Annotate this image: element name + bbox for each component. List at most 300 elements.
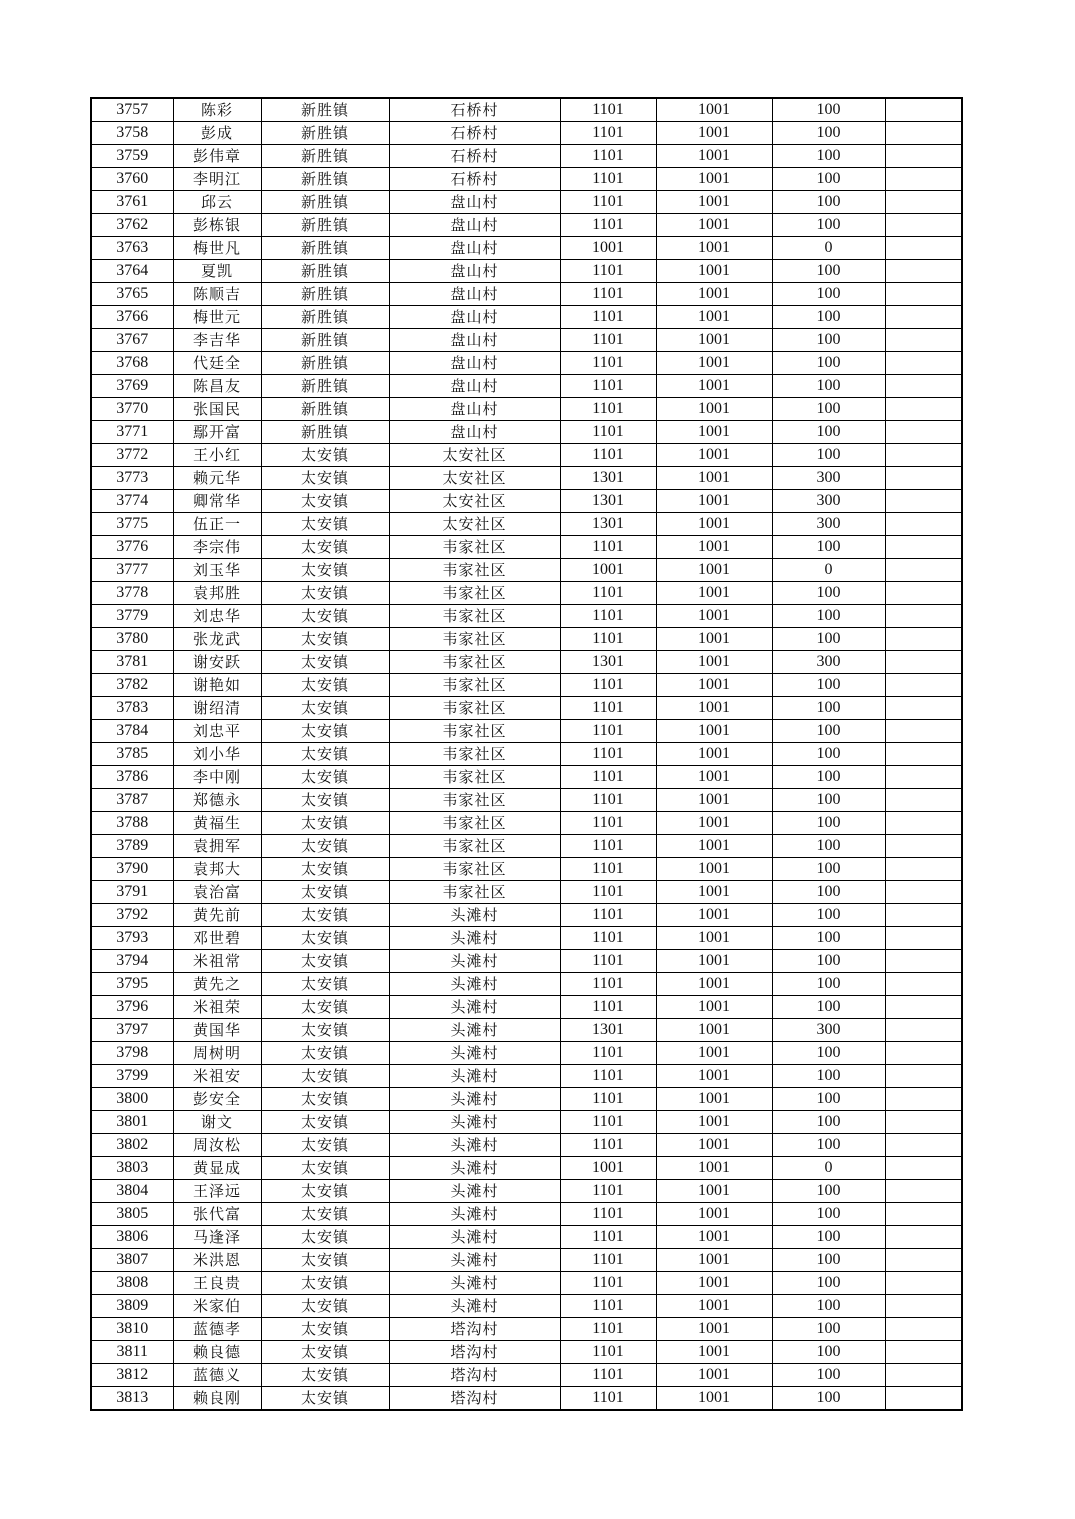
- row-index-cell: 3782: [91, 674, 173, 697]
- name-cell: 邱云: [173, 191, 261, 214]
- code-b-cell: 1001: [656, 490, 772, 513]
- town-cell: 太安镇: [261, 766, 389, 789]
- row-index-cell: 3761: [91, 191, 173, 214]
- village-cell: 盘山村: [389, 214, 560, 237]
- table-row: [91, 1111, 962, 1134]
- table-row: [91, 1157, 962, 1180]
- name-cell: 邓世碧: [173, 927, 261, 950]
- row-index-cell: 3778: [91, 582, 173, 605]
- name-cell: 王良贵: [173, 1272, 261, 1295]
- code-b-cell: 1001: [656, 283, 772, 306]
- row-index-cell: 3758: [91, 122, 173, 145]
- remark-cell: [885, 697, 962, 720]
- amount-cell: 300: [772, 467, 885, 490]
- town-cell: 太安镇: [261, 1295, 389, 1318]
- row-index-cell: 3771: [91, 421, 173, 444]
- name-cell: 蓝德义: [173, 1364, 261, 1387]
- town-cell: 太安镇: [261, 950, 389, 973]
- amount-cell: 100: [772, 191, 885, 214]
- name-cell: 赖良德: [173, 1341, 261, 1364]
- table-row: [91, 260, 962, 283]
- row-index-cell: 3811: [91, 1341, 173, 1364]
- table-row: [91, 904, 962, 927]
- table-row: [91, 743, 962, 766]
- name-cell: 彭伟章: [173, 145, 261, 168]
- remark-cell: [885, 996, 962, 1019]
- town-cell: 新胜镇: [261, 237, 389, 260]
- code-a-cell: 1101: [560, 1042, 656, 1065]
- row-index-cell: 3795: [91, 973, 173, 996]
- village-cell: 头滩村: [389, 1203, 560, 1226]
- name-cell: 袁拥军: [173, 835, 261, 858]
- amount-cell: 100: [772, 1341, 885, 1364]
- name-cell: 刘小华: [173, 743, 261, 766]
- table-row: [91, 1341, 962, 1364]
- town-cell: 太安镇: [261, 651, 389, 674]
- village-cell: 韦家社区: [389, 674, 560, 697]
- village-cell: 头滩村: [389, 1019, 560, 1042]
- name-cell: 黄先之: [173, 973, 261, 996]
- row-index-cell: 3807: [91, 1249, 173, 1272]
- village-cell: 韦家社区: [389, 720, 560, 743]
- amount-cell: 100: [772, 214, 885, 237]
- table-row: [91, 1065, 962, 1088]
- code-a-cell: 1101: [560, 375, 656, 398]
- amount-cell: 100: [772, 881, 885, 904]
- row-index-cell: 3801: [91, 1111, 173, 1134]
- remark-cell: [885, 559, 962, 582]
- code-b-cell: 1001: [656, 904, 772, 927]
- row-index-cell: 3788: [91, 812, 173, 835]
- code-a-cell: 1101: [560, 444, 656, 467]
- name-cell: 米洪恩: [173, 1249, 261, 1272]
- row-index-cell: 3766: [91, 306, 173, 329]
- row-index-cell: 3796: [91, 996, 173, 1019]
- code-a-cell: 1301: [560, 651, 656, 674]
- amount-cell: 100: [772, 996, 885, 1019]
- code-a-cell: 1101: [560, 766, 656, 789]
- town-cell: 太安镇: [261, 904, 389, 927]
- town-cell: 太安镇: [261, 1065, 389, 1088]
- village-cell: 塔沟村: [389, 1341, 560, 1364]
- town-cell: 太安镇: [261, 881, 389, 904]
- town-cell: 太安镇: [261, 1387, 389, 1411]
- village-cell: 头滩村: [389, 1295, 560, 1318]
- town-cell: 太安镇: [261, 1134, 389, 1157]
- table-row: [91, 1134, 962, 1157]
- row-index-cell: 3775: [91, 513, 173, 536]
- row-index-cell: 3774: [91, 490, 173, 513]
- name-cell: 谢绍清: [173, 697, 261, 720]
- table-row: [91, 950, 962, 973]
- village-cell: 韦家社区: [389, 536, 560, 559]
- remark-cell: [885, 973, 962, 996]
- remark-cell: [885, 467, 962, 490]
- village-cell: 石桥村: [389, 145, 560, 168]
- code-b-cell: 1001: [656, 444, 772, 467]
- code-b-cell: 1001: [656, 1226, 772, 1249]
- row-index-cell: 3787: [91, 789, 173, 812]
- remark-cell: [885, 145, 962, 168]
- name-cell: 米家伯: [173, 1295, 261, 1318]
- code-b-cell: 1001: [656, 927, 772, 950]
- amount-cell: 100: [772, 835, 885, 858]
- amount-cell: 100: [772, 98, 885, 122]
- code-a-cell: 1101: [560, 720, 656, 743]
- table-row: [91, 1088, 962, 1111]
- remark-cell: [885, 1318, 962, 1341]
- village-cell: 盘山村: [389, 398, 560, 421]
- town-cell: 新胜镇: [261, 306, 389, 329]
- name-cell: 彭成: [173, 122, 261, 145]
- code-b-cell: 1001: [656, 122, 772, 145]
- table-row: [91, 191, 962, 214]
- village-cell: 石桥村: [389, 98, 560, 122]
- village-cell: 韦家社区: [389, 559, 560, 582]
- village-cell: 盘山村: [389, 306, 560, 329]
- name-cell: 代廷全: [173, 352, 261, 375]
- code-b-cell: 1001: [656, 191, 772, 214]
- town-cell: 太安镇: [261, 743, 389, 766]
- row-index-cell: 3813: [91, 1387, 173, 1411]
- village-cell: 头滩村: [389, 1042, 560, 1065]
- amount-cell: 100: [772, 168, 885, 191]
- data-table: [90, 97, 963, 1411]
- name-cell: 王泽远: [173, 1180, 261, 1203]
- town-cell: 太安镇: [261, 582, 389, 605]
- code-a-cell: 1101: [560, 145, 656, 168]
- code-b-cell: 1001: [656, 329, 772, 352]
- code-a-cell: 1301: [560, 1019, 656, 1042]
- town-cell: 太安镇: [261, 1042, 389, 1065]
- row-index-cell: 3779: [91, 605, 173, 628]
- remark-cell: [885, 582, 962, 605]
- town-cell: 太安镇: [261, 1272, 389, 1295]
- row-index-cell: 3792: [91, 904, 173, 927]
- amount-cell: 100: [772, 1180, 885, 1203]
- village-cell: 塔沟村: [389, 1318, 560, 1341]
- amount-cell: 100: [772, 812, 885, 835]
- code-b-cell: 1001: [656, 306, 772, 329]
- remark-cell: [885, 191, 962, 214]
- code-b-cell: 1001: [656, 375, 772, 398]
- row-index-cell: 3757: [91, 98, 173, 122]
- remark-cell: [885, 766, 962, 789]
- row-index-cell: 3776: [91, 536, 173, 559]
- table-row: [91, 720, 962, 743]
- amount-cell: 100: [772, 1226, 885, 1249]
- amount-cell: 100: [772, 1318, 885, 1341]
- name-cell: 刘忠平: [173, 720, 261, 743]
- table-row: [91, 605, 962, 628]
- row-index-cell: 3769: [91, 375, 173, 398]
- table-row: [91, 835, 962, 858]
- town-cell: 新胜镇: [261, 260, 389, 283]
- village-cell: 头滩村: [389, 927, 560, 950]
- town-cell: 新胜镇: [261, 398, 389, 421]
- name-cell: 张代富: [173, 1203, 261, 1226]
- amount-cell: 100: [772, 858, 885, 881]
- town-cell: 太安镇: [261, 467, 389, 490]
- name-cell: 谢安跃: [173, 651, 261, 674]
- code-b-cell: 1001: [656, 628, 772, 651]
- table-row: [91, 490, 962, 513]
- row-index-cell: 3764: [91, 260, 173, 283]
- table-row: [91, 1226, 962, 1249]
- remark-cell: [885, 674, 962, 697]
- town-cell: 新胜镇: [261, 191, 389, 214]
- name-cell: 郑德永: [173, 789, 261, 812]
- name-cell: 李明江: [173, 168, 261, 191]
- row-index-cell: 3791: [91, 881, 173, 904]
- village-cell: 韦家社区: [389, 835, 560, 858]
- remark-cell: [885, 1180, 962, 1203]
- row-index-cell: 3799: [91, 1065, 173, 1088]
- code-a-cell: 1101: [560, 1318, 656, 1341]
- table-row: [91, 1272, 962, 1295]
- code-a-cell: 1101: [560, 352, 656, 375]
- code-b-cell: 1001: [656, 1111, 772, 1134]
- town-cell: 太安镇: [261, 835, 389, 858]
- town-cell: 太安镇: [261, 1203, 389, 1226]
- code-a-cell: 1101: [560, 605, 656, 628]
- code-a-cell: 1101: [560, 122, 656, 145]
- remark-cell: [885, 1065, 962, 1088]
- amount-cell: 100: [772, 375, 885, 398]
- village-cell: 太安社区: [389, 467, 560, 490]
- town-cell: 新胜镇: [261, 98, 389, 122]
- remark-cell: [885, 789, 962, 812]
- code-b-cell: 1001: [656, 559, 772, 582]
- name-cell: 张国民: [173, 398, 261, 421]
- remark-cell: [885, 375, 962, 398]
- name-cell: 谢文: [173, 1111, 261, 1134]
- row-index-cell: 3770: [91, 398, 173, 421]
- town-cell: 太安镇: [261, 1226, 389, 1249]
- name-cell: 彭栋银: [173, 214, 261, 237]
- code-a-cell: 1101: [560, 927, 656, 950]
- table-row: [91, 1249, 962, 1272]
- name-cell: 李中刚: [173, 766, 261, 789]
- code-a-cell: 1001: [560, 559, 656, 582]
- town-cell: 新胜镇: [261, 352, 389, 375]
- amount-cell: 300: [772, 490, 885, 513]
- code-b-cell: 1001: [656, 674, 772, 697]
- village-cell: 头滩村: [389, 1272, 560, 1295]
- amount-cell: 100: [772, 122, 885, 145]
- row-index-cell: 3794: [91, 950, 173, 973]
- remark-cell: [885, 950, 962, 973]
- village-cell: 太安社区: [389, 490, 560, 513]
- table-row: [91, 766, 962, 789]
- village-cell: 头滩村: [389, 1065, 560, 1088]
- village-cell: 韦家社区: [389, 605, 560, 628]
- row-index-cell: 3800: [91, 1088, 173, 1111]
- village-cell: 盘山村: [389, 329, 560, 352]
- name-cell: 陈昌友: [173, 375, 261, 398]
- amount-cell: 100: [772, 1134, 885, 1157]
- table-row: [91, 352, 962, 375]
- amount-cell: 100: [772, 444, 885, 467]
- code-a-cell: 1101: [560, 628, 656, 651]
- row-index-cell: 3803: [91, 1157, 173, 1180]
- code-a-cell: 1101: [560, 582, 656, 605]
- village-cell: 盘山村: [389, 260, 560, 283]
- town-cell: 太安镇: [261, 513, 389, 536]
- name-cell: 李宗伟: [173, 536, 261, 559]
- remark-cell: [885, 1088, 962, 1111]
- name-cell: 谢艳如: [173, 674, 261, 697]
- remark-cell: [885, 122, 962, 145]
- code-a-cell: 1101: [560, 950, 656, 973]
- code-b-cell: 1001: [656, 214, 772, 237]
- table-row: [91, 651, 962, 674]
- name-cell: 陈顺吉: [173, 283, 261, 306]
- code-b-cell: 1001: [656, 812, 772, 835]
- amount-cell: 100: [772, 145, 885, 168]
- remark-cell: [885, 904, 962, 927]
- code-b-cell: 1001: [656, 973, 772, 996]
- amount-cell: 100: [772, 1364, 885, 1387]
- code-a-cell: 1101: [560, 835, 656, 858]
- name-cell: 李吉华: [173, 329, 261, 352]
- code-b-cell: 1001: [656, 881, 772, 904]
- town-cell: 新胜镇: [261, 168, 389, 191]
- amount-cell: 100: [772, 904, 885, 927]
- table-row: [91, 306, 962, 329]
- town-cell: 太安镇: [261, 674, 389, 697]
- town-cell: 太安镇: [261, 1180, 389, 1203]
- town-cell: 太安镇: [261, 628, 389, 651]
- code-b-cell: 1001: [656, 1019, 772, 1042]
- code-a-cell: 1101: [560, 536, 656, 559]
- code-b-cell: 1001: [656, 98, 772, 122]
- code-a-cell: 1101: [560, 1364, 656, 1387]
- code-b-cell: 1001: [656, 1249, 772, 1272]
- amount-cell: 300: [772, 1019, 885, 1042]
- amount-cell: 300: [772, 513, 885, 536]
- code-a-cell: 1101: [560, 329, 656, 352]
- name-cell: 张龙武: [173, 628, 261, 651]
- remark-cell: [885, 306, 962, 329]
- town-cell: 太安镇: [261, 927, 389, 950]
- village-cell: 韦家社区: [389, 789, 560, 812]
- code-a-cell: 1301: [560, 490, 656, 513]
- code-b-cell: 1001: [656, 1134, 772, 1157]
- table-row: [91, 1318, 962, 1341]
- village-cell: 头滩村: [389, 1226, 560, 1249]
- amount-cell: 300: [772, 651, 885, 674]
- name-cell: 黄福生: [173, 812, 261, 835]
- code-a-cell: 1101: [560, 904, 656, 927]
- village-cell: 头滩村: [389, 1157, 560, 1180]
- remark-cell: [885, 1203, 962, 1226]
- code-b-cell: 1001: [656, 1065, 772, 1088]
- amount-cell: 100: [772, 260, 885, 283]
- name-cell: 米祖常: [173, 950, 261, 973]
- amount-cell: 100: [772, 352, 885, 375]
- table-row: [91, 582, 962, 605]
- remark-cell: [885, 835, 962, 858]
- name-cell: 梅世元: [173, 306, 261, 329]
- code-a-cell: 1101: [560, 1111, 656, 1134]
- amount-cell: 0: [772, 237, 885, 260]
- row-index-cell: 3797: [91, 1019, 173, 1042]
- code-a-cell: 1101: [560, 1203, 656, 1226]
- table-row: [91, 927, 962, 950]
- row-index-cell: 3777: [91, 559, 173, 582]
- table-row: [91, 145, 962, 168]
- amount-cell: 100: [772, 674, 885, 697]
- town-cell: 新胜镇: [261, 329, 389, 352]
- amount-cell: 100: [772, 1065, 885, 1088]
- amount-cell: 100: [772, 1042, 885, 1065]
- table-row: [91, 214, 962, 237]
- village-cell: 头滩村: [389, 996, 560, 1019]
- village-cell: 头滩村: [389, 1180, 560, 1203]
- name-cell: 米祖安: [173, 1065, 261, 1088]
- table-row: [91, 559, 962, 582]
- amount-cell: 100: [772, 1272, 885, 1295]
- table-row: [91, 1203, 962, 1226]
- town-cell: 新胜镇: [261, 421, 389, 444]
- town-cell: 太安镇: [261, 1249, 389, 1272]
- remark-cell: [885, 536, 962, 559]
- remark-cell: [885, 651, 962, 674]
- code-a-cell: 1301: [560, 467, 656, 490]
- row-index-cell: 3802: [91, 1134, 173, 1157]
- town-cell: 太安镇: [261, 697, 389, 720]
- code-a-cell: 1101: [560, 283, 656, 306]
- remark-cell: [885, 628, 962, 651]
- code-a-cell: 1101: [560, 1088, 656, 1111]
- town-cell: 太安镇: [261, 812, 389, 835]
- remark-cell: [885, 1042, 962, 1065]
- code-b-cell: 1001: [656, 536, 772, 559]
- table-row: [91, 973, 962, 996]
- amount-cell: 100: [772, 1295, 885, 1318]
- amount-cell: 100: [772, 283, 885, 306]
- code-b-cell: 1001: [656, 237, 772, 260]
- row-index-cell: 3812: [91, 1364, 173, 1387]
- town-cell: 新胜镇: [261, 375, 389, 398]
- amount-cell: 100: [772, 1249, 885, 1272]
- code-b-cell: 1001: [656, 145, 772, 168]
- code-a-cell: 1001: [560, 1157, 656, 1180]
- town-cell: 太安镇: [261, 559, 389, 582]
- code-a-cell: 1101: [560, 421, 656, 444]
- row-index-cell: 3790: [91, 858, 173, 881]
- table-row: [91, 858, 962, 881]
- amount-cell: 100: [772, 1387, 885, 1411]
- amount-cell: 100: [772, 789, 885, 812]
- row-index-cell: 3805: [91, 1203, 173, 1226]
- village-cell: 盘山村: [389, 283, 560, 306]
- name-cell: 马逢泽: [173, 1226, 261, 1249]
- code-a-cell: 1101: [560, 1341, 656, 1364]
- remark-cell: [885, 329, 962, 352]
- row-index-cell: 3763: [91, 237, 173, 260]
- amount-cell: 100: [772, 973, 885, 996]
- table-row: [91, 1295, 962, 1318]
- code-b-cell: 1001: [656, 513, 772, 536]
- remark-cell: [885, 720, 962, 743]
- code-a-cell: 1101: [560, 398, 656, 421]
- code-a-cell: 1101: [560, 1295, 656, 1318]
- amount-cell: 100: [772, 536, 885, 559]
- code-b-cell: 1001: [656, 743, 772, 766]
- row-index-cell: 3804: [91, 1180, 173, 1203]
